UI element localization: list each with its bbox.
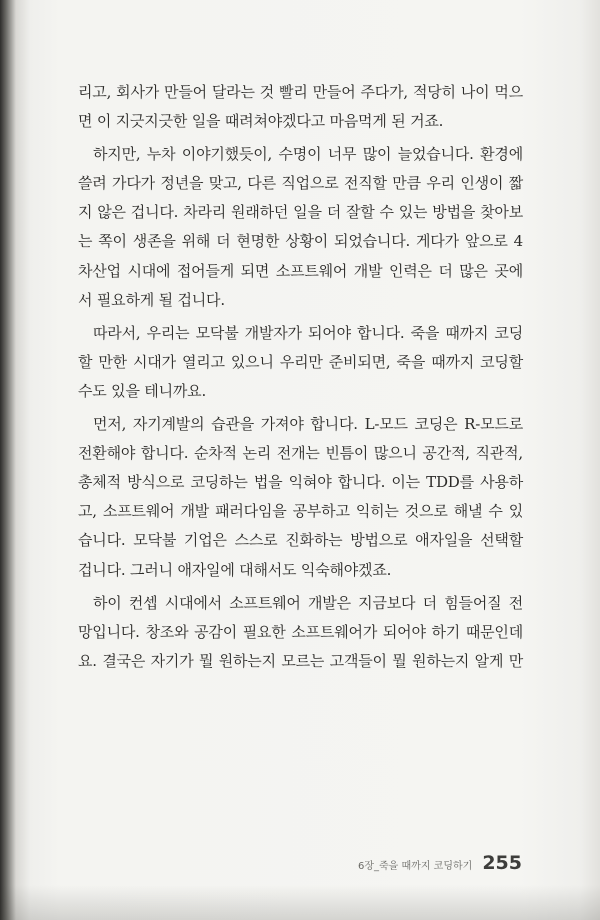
text-line: 총체적 방식으로 코딩하는 법을 익혀야 합니다. 이는 TDD를 사용하 xyxy=(78,473,523,492)
text-line: 하이 컨셉 시대에서 소프트웨어 개발은 지금보다 더 힘들어질 전 xyxy=(93,593,523,612)
text-line: 겁니다. 그러니 애자일에 대해서도 익숙해야겠죠. xyxy=(78,560,392,579)
text-line: 따라서, 우리는 모닥불 개발자가 되어야 합니다. 죽을 때까지 코딩 xyxy=(93,323,523,342)
text-line: 차산업 시대에 접어들게 되면 소프트웨어 개발 인력은 더 많은 곳에 xyxy=(78,261,523,280)
text-line: 지 않은 겁니다. 차라리 원래하던 일을 더 잘할 수 있는 방법을 찾아보 xyxy=(78,203,523,222)
text-line: 하지만, 누차 이야기했듯이, 수명이 너무 많이 늘었습니다. 환경에 xyxy=(93,145,523,164)
text-line: 면 이 지긋지긋한 일을 때려쳐야겠다고 마음먹게 된 거죠. xyxy=(78,112,444,131)
text-line: 리고, 회사가 만들어 달라는 것 빨리 만들어 주다가, 적당히 나이 먹으 xyxy=(78,83,523,101)
text-line: 전환해야 합니다. 순차적 논리 전개는 빈틈이 많으니 공간적, 직관적, xyxy=(78,444,523,463)
running-head: 6장_죽을 때까지 코딩하기 xyxy=(358,861,473,872)
text-line: 할 만한 시대가 열리고 있으니 우리만 준비되면, 죽을 때까지 코딩할 xyxy=(78,352,523,371)
text-line: 수도 있을 테니까요. xyxy=(78,381,207,400)
page-footer xyxy=(358,852,522,874)
page-shadow xyxy=(0,885,600,920)
text-line: 서 필요하게 될 겁니다. xyxy=(78,290,225,309)
text-line: 요. 결국은 자기가 뭘 원하는지 모르는 고객들이 뭘 원하는지 알게 만 xyxy=(78,651,523,670)
text-line: 쓸려 가다가 정년을 맞고, 다른 직업으로 전직할 만큼 우리 인생이 짧 xyxy=(78,174,523,193)
text-line: 고, 소프트웨어 개발 패러다임을 공부하고 익히는 것으로 해낼 수 있 xyxy=(78,502,523,521)
text-line: 는 쪽이 생존을 위해 더 현명한 상황이 되었습니다. 게다가 앞으로 4 xyxy=(78,232,523,251)
body-text xyxy=(78,78,523,676)
page-number: 255 xyxy=(482,852,522,874)
text-line: 먼저, 자기계발의 습관을 가져야 합니다. L-모드 코딩은 R-모드로 xyxy=(93,415,523,434)
text-line: 망입니다. 창조와 공감이 필요한 소프트웨어가 되어야 하기 때문인데 xyxy=(78,622,523,641)
text-line: 습니다. 모닥불 기업은 스스로 진화하는 방법으로 애자일을 선택할 xyxy=(78,531,523,550)
